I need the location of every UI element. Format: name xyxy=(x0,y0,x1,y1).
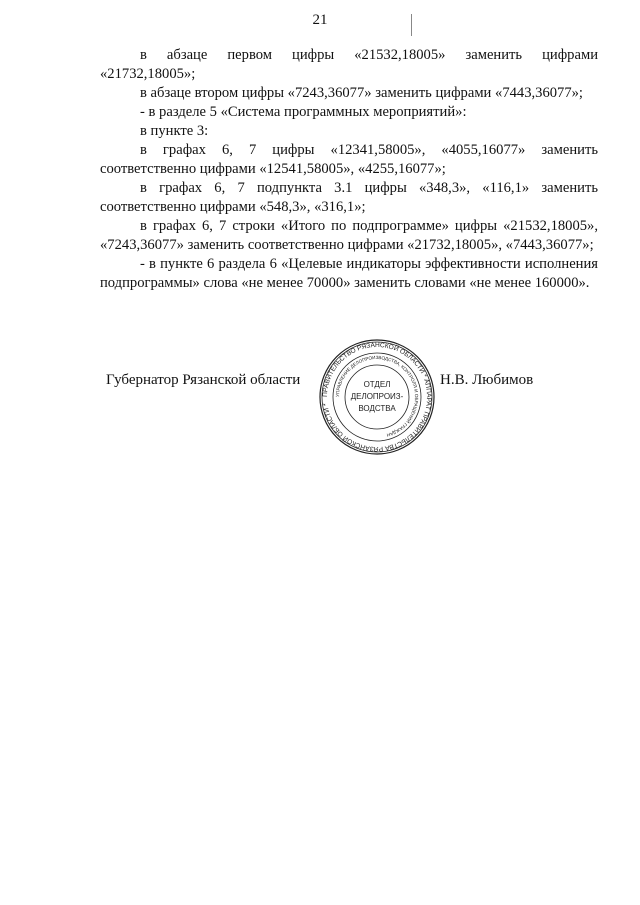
stamp-center-line: ОТДЕЛ xyxy=(363,380,391,389)
paragraph: в графах 6, 7 подпункта 3.1 цифры «348,3», «116,1» заменить соответственно цифрами «548,3», «316,1»; xyxy=(100,180,598,215)
stamp-inner-text: УПРАВЛЕНИЕ ДЕЛОПРОИЗВОДСТВА, КОНТРОЛЯ И ОБРАЩЕНИЙ ГРАЖДАН xyxy=(334,354,420,438)
scan-mark xyxy=(411,14,412,36)
paragraph: в графах 6, 7 цифры «12341,58005», «4055,16077» заменить соответственно цифрами «12541,58005», «4255,16077»; xyxy=(100,142,598,177)
stamp-center-line: ДЕЛОПРОИЗ- xyxy=(350,392,404,401)
paragraph: в графах 6, 7 строки «Итого по подпрограмме» цифры «21532,18005», «7243,36077» заменить соответственно цифрами «21732,18005», «7443,36077»; xyxy=(100,218,598,253)
signatory-name: Н.В. Любимов xyxy=(440,372,534,388)
stamp-outer-text: ПРАВИТЕЛЬСТВО РЯЗАНСКОЙ ОБЛАСТИ * АППАРАТ ПРАВИТЕЛЬСТВА РЯЗАНСКОЙ ОБЛАСТИ * xyxy=(321,341,433,453)
official-stamp xyxy=(318,338,436,456)
signatory-position: Губернатор Рязанской области xyxy=(106,372,301,388)
paragraph: - в пункте 6 раздела 6 «Целевые индикаторы эффективности исполнения подпрограммы» слова «не менее 70000» заменить словами «не менее 160000». xyxy=(100,256,598,291)
paragraph: в пункте 3: xyxy=(140,123,209,139)
paragraph: в абзаце первом цифры «21532,18005» заменить цифрами «21732,18005»; xyxy=(100,47,598,82)
document-body xyxy=(100,46,598,293)
paragraph: - в разделе 5 «Система программных мероприятий»: xyxy=(140,104,467,120)
page-number: 21 xyxy=(312,12,328,28)
paragraph: в абзаце втором цифры «7243,36077» заменить цифрами «7443,36077»; xyxy=(140,85,583,101)
stamp-center-line: ВОДСТВА xyxy=(358,404,396,413)
